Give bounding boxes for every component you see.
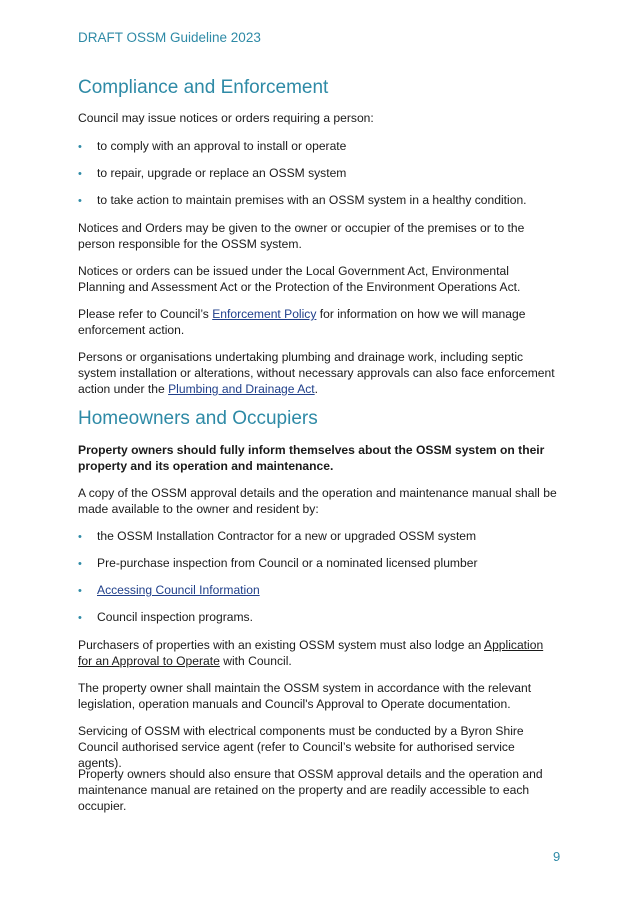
paragraph-purchasers: Purchasers of properties with an existing OSSM system must also lodge an Application for an Approval to Operate with Council.: [78, 638, 544, 668]
list-item: • to comply with an approval to install or operate: [78, 139, 347, 153]
compliance-intro: Council may issue notices or orders requiring a person:: [78, 111, 374, 125]
paragraph-plumbing: Persons or organisations undertaking plumbing and drainage work, including septic system installation or alterations, without necessary approvals can also face enforcement action under the Plumbing and Drainage Act.: [78, 350, 555, 396]
application-approval-link[interactable]: Application for an Approval to Operate: [78, 638, 544, 668]
paragraph-policy: Please refer to Council’s Enforcement Policy for information on how we will manage enforcement action.: [78, 307, 526, 337]
paragraph-servicing: Servicing of OSSM with electrical components must be conducted by a Byron Shire Council authorised service agent (refer to Council’s website for authorised service agents).: [78, 724, 524, 770]
plumbing-drainage-act-link[interactable]: Plumbing and Drainage Act: [168, 382, 315, 396]
heading-homeowners: Homeowners and Occupiers: [78, 408, 318, 429]
paragraph-copy: A copy of the OSSM approval details and the operation and maintenance manual shall be made available to the owner and resident by:: [78, 486, 557, 516]
list-item: • the OSSM Installation Contractor for a new or upgraded OSSM system: [78, 529, 477, 543]
homeowners-bold-intro: Property owners should fully inform themselves about the OSSM system on their property and its operation and maintenance.: [78, 443, 545, 473]
paragraph-acts: Notices or orders can be issued under the Local Government Act, Environmental Planning and Assessment Act or the Protection of the Environment Operations Act.: [78, 264, 521, 294]
bullet-icon: •: [78, 558, 82, 570]
list-item: • to take action to maintain premises with an OSSM system in a healthy condition.: [78, 193, 527, 207]
bullet-icon: •: [78, 585, 82, 597]
list-item: • to repair, upgrade or replace an OSSM system: [78, 166, 347, 180]
bullet-icon: •: [78, 195, 82, 207]
bullet-icon: •: [78, 168, 82, 180]
enforcement-policy-link[interactable]: Enforcement Policy: [212, 307, 317, 321]
list-item: • Council inspection programs.: [78, 610, 253, 624]
paragraph-maintain: The property owner shall maintain the OSSM system in accordance with the relevant legislation, operation manuals and Council's Approval to Operate documentation.: [78, 681, 532, 711]
accessing-council-information-link[interactable]: Accessing Council Information: [97, 583, 260, 597]
document-header: DRAFT OSSM Guideline 2023: [78, 30, 261, 45]
paragraph-ensure: Property owners should also ensure that OSSM approval details and the operation and maintenance manual are retained on the property and are readily accessible to each occupier.: [78, 767, 543, 813]
list-item: • Pre-purchase inspection from Council or a nominated licensed plumber: [78, 556, 478, 570]
bullet-icon: •: [78, 612, 82, 624]
list-item: [78, 582, 260, 599]
paragraph-owner: Notices and Orders may be given to the owner or occupier of the premises or to the person responsible for the OSSM system.: [78, 221, 525, 251]
page-number: 9: [553, 849, 561, 864]
bullet-icon: •: [78, 531, 82, 543]
bullet-icon: •: [78, 141, 82, 153]
heading-compliance: Compliance and Enforcement: [78, 77, 329, 98]
